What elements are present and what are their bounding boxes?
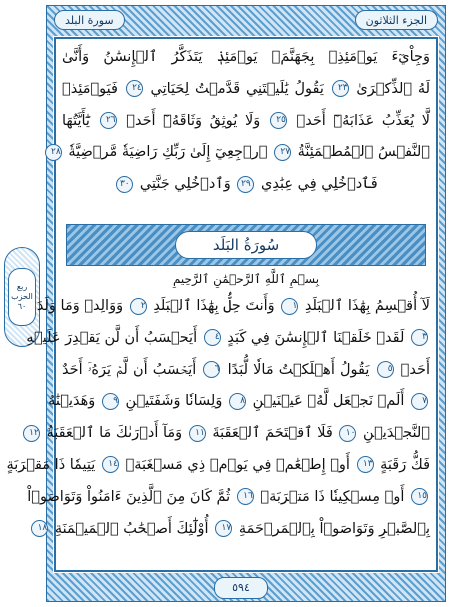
verse-text: يَٰٓأَيَّتُهَا	[62, 112, 90, 129]
verse-text: وَلِسَانٗا وَشَفَتَيۡنِ	[125, 393, 223, 410]
hizb-word-text: الحزب	[11, 292, 33, 301]
verse-text: يَقُولُ أَهۡلَكۡتُ مَالٗا لُّبَدًا	[227, 361, 370, 378]
verse-text: وَوَالِدٖ وَمَا وَلَدَ	[36, 298, 124, 314]
verse-text: ٱرۡجِعِيٓ إِلَىٰ رَبِّكِ رَاضِيَةٗ مَّرۡضِيَّةٗ	[68, 144, 268, 161]
page-number: ٥٩٤	[214, 577, 268, 599]
verse-text: ٱلنَّفۡسُ ٱلۡمُطۡمَئِنَّةُ	[297, 144, 430, 161]
verse-text: لَّا يُعَذِّبُ عَذَابَهُۥٓ أَحَدٞ	[296, 112, 431, 129]
ayah-number-marker: ١٠	[339, 425, 356, 442]
verse-text: فَلَا ٱقۡتَحَمَ ٱلۡعَقَبَةَ	[212, 425, 333, 442]
verse-line	[29, 418, 430, 450]
verse-line	[37, 514, 430, 546]
verse-text: أَيَحۡسَبُ أَن لَّمۡ يَرَهُۥٓ أَحَدٌ	[62, 361, 197, 378]
juz-name-header: الجزء الثلاثون	[355, 10, 438, 30]
verse-text: أَوۡ إِطۡعَٰمٞ فِي يَوۡمٖ ذِي مَسۡغَبَةٖ	[125, 456, 350, 473]
verses-section-fajr	[51, 42, 431, 201]
ayah-number-marker: ٢٦	[100, 112, 117, 129]
verse-line	[62, 169, 430, 201]
ayah-number-marker: ٩	[102, 393, 119, 410]
verse-text: وَلَا يُوثِقُ وَثَاقَهُۥٓ أَحَدٞ	[126, 112, 261, 129]
ayah-number-marker: ٣	[411, 329, 428, 346]
verse-line	[62, 355, 430, 387]
verse-text: لَآ أُقۡسِمُ بِهَٰذَا ٱلۡبَلَدِ	[304, 298, 430, 314]
ayah-number-marker: ١	[281, 298, 298, 315]
ayah-number-marker: ٢٥	[270, 112, 287, 129]
verse-text: لَقَدۡ خَلَقۡنَا ٱلۡإِنسَٰنَ فِي كَبَدٍ	[227, 329, 405, 346]
verse-text: أَوۡ مِسۡكِينٗا ذَا مَتۡرَبَةٖ	[260, 488, 405, 505]
verse-text: أَيَحۡسَبُ أَن لَّن يَقۡدِرَ عَلَيۡهِ	[26, 329, 198, 346]
basmala: بِسۡمِ ٱللَّهِ ٱلرَّحۡمَٰنِ ٱلرَّحِيمِ	[172, 272, 320, 286]
verse-text: يَتِيمٗا ذَا مَقۡرَبَةٍ	[6, 456, 96, 473]
surah-title: سُورَةُ البَلَد	[175, 231, 317, 259]
verse-text: فَيَوۡمَئِذٖ	[62, 80, 118, 97]
verse-line	[26, 323, 430, 355]
verse-text: فَكُّ رَقَبَةٍ	[380, 456, 430, 473]
verse-line	[48, 386, 430, 418]
verse-line	[36, 291, 430, 323]
page-header	[54, 9, 438, 31]
verse-text: أَلَمۡ نَجۡعَل لَّهُۥ عَيۡنَيۡنِ	[252, 393, 405, 410]
verse-text: ثُمَّ كَانَ مِنَ ٱلَّذِينَ ءَامَنُواْ وَتَوَاصَوۡاْ	[27, 488, 231, 505]
verse-line	[51, 137, 430, 169]
ayah-number-marker: ٢٣	[332, 80, 349, 97]
hizb-number-text: ٦٠	[17, 302, 27, 311]
ayah-number-marker: ٧	[411, 393, 428, 410]
verse-text: ٱلنَّجۡدَيۡنِ	[363, 425, 430, 442]
verse-text: أَحَدٞ	[400, 361, 430, 378]
ayah-number-marker: ٨	[229, 393, 246, 410]
ayah-number-marker: ٤	[204, 329, 221, 346]
verse-line	[62, 106, 430, 138]
hizb-marker-label	[8, 268, 36, 326]
verse-text: فَٱدۡخُلِي فِي عِبَٰدِي	[261, 176, 378, 193]
verse-text: وَأَنتَ حِلُّۢ بِهَٰذَا ٱلۡبَلَدِ	[153, 298, 275, 314]
ayah-number-marker: ١٧	[215, 520, 232, 537]
ayah-number-marker: ١٣	[357, 456, 374, 473]
verse-text: وَٱدۡخُلِي جَنَّتِي	[139, 176, 231, 193]
verse-line	[62, 74, 430, 106]
ayah-number-marker: ٥	[377, 361, 394, 378]
verse-text: وَمَآ أَدۡرَىٰكَ مَا ٱلۡعَقَبَةُ	[46, 425, 183, 442]
verse-text: وَجِاْيٓءَ يَوۡمَئِذِۭ بِجَهَنَّمَۚ يَوۡمَئِذٖ يَتَذَكَّرُ ٱلۡإِنسَٰنُ وَأَنَّىٰ	[62, 49, 430, 65]
ayah-number-marker: ١١	[189, 425, 206, 442]
surah-title-banner	[66, 224, 426, 266]
hizb-quarter-text: ربع	[16, 282, 28, 291]
ayah-number-marker: ٦	[203, 361, 220, 378]
verse-text: أُوْلَٰٓئِكَ أَصۡحَٰبُ ٱلۡمَيۡمَنَةِ	[54, 520, 209, 537]
ayah-number-marker: ١٤	[102, 456, 119, 473]
surah-name-header: سورة البلد	[54, 10, 125, 30]
ayah-number-marker: ٢٧	[274, 144, 291, 161]
ayah-number-marker: ١٨	[31, 520, 48, 537]
verse-text: يَقُولُ يَٰلَيۡتَنِي قَدَّمۡتُ لِحَيَاتِي	[150, 80, 324, 97]
ayah-number-marker: ١٢	[23, 425, 40, 442]
verse-text: وَهَدَيۡنَٰهُ	[48, 393, 96, 410]
ayah-number-marker: ٢	[130, 298, 147, 315]
verse-text: لَهُ ٱلذِّكۡرَىٰ	[356, 80, 431, 97]
ayah-number-marker: ٣٠	[116, 176, 133, 193]
ayah-number-marker: ٢٨	[45, 144, 62, 161]
ayah-number-marker: ٢٤	[126, 80, 143, 97]
ayah-number-marker: ١٦	[237, 488, 254, 505]
ayah-number-marker: ١٥	[411, 488, 428, 505]
verse-text: بِٱلصَّبۡرِ وَتَوَاصَوۡاْ بِٱلۡمَرۡحَمَةِ	[238, 520, 430, 537]
verse-line	[6, 450, 430, 482]
verse-line	[62, 42, 430, 74]
ayah-number-marker: ٢٩	[237, 176, 254, 193]
verse-line	[27, 482, 430, 514]
